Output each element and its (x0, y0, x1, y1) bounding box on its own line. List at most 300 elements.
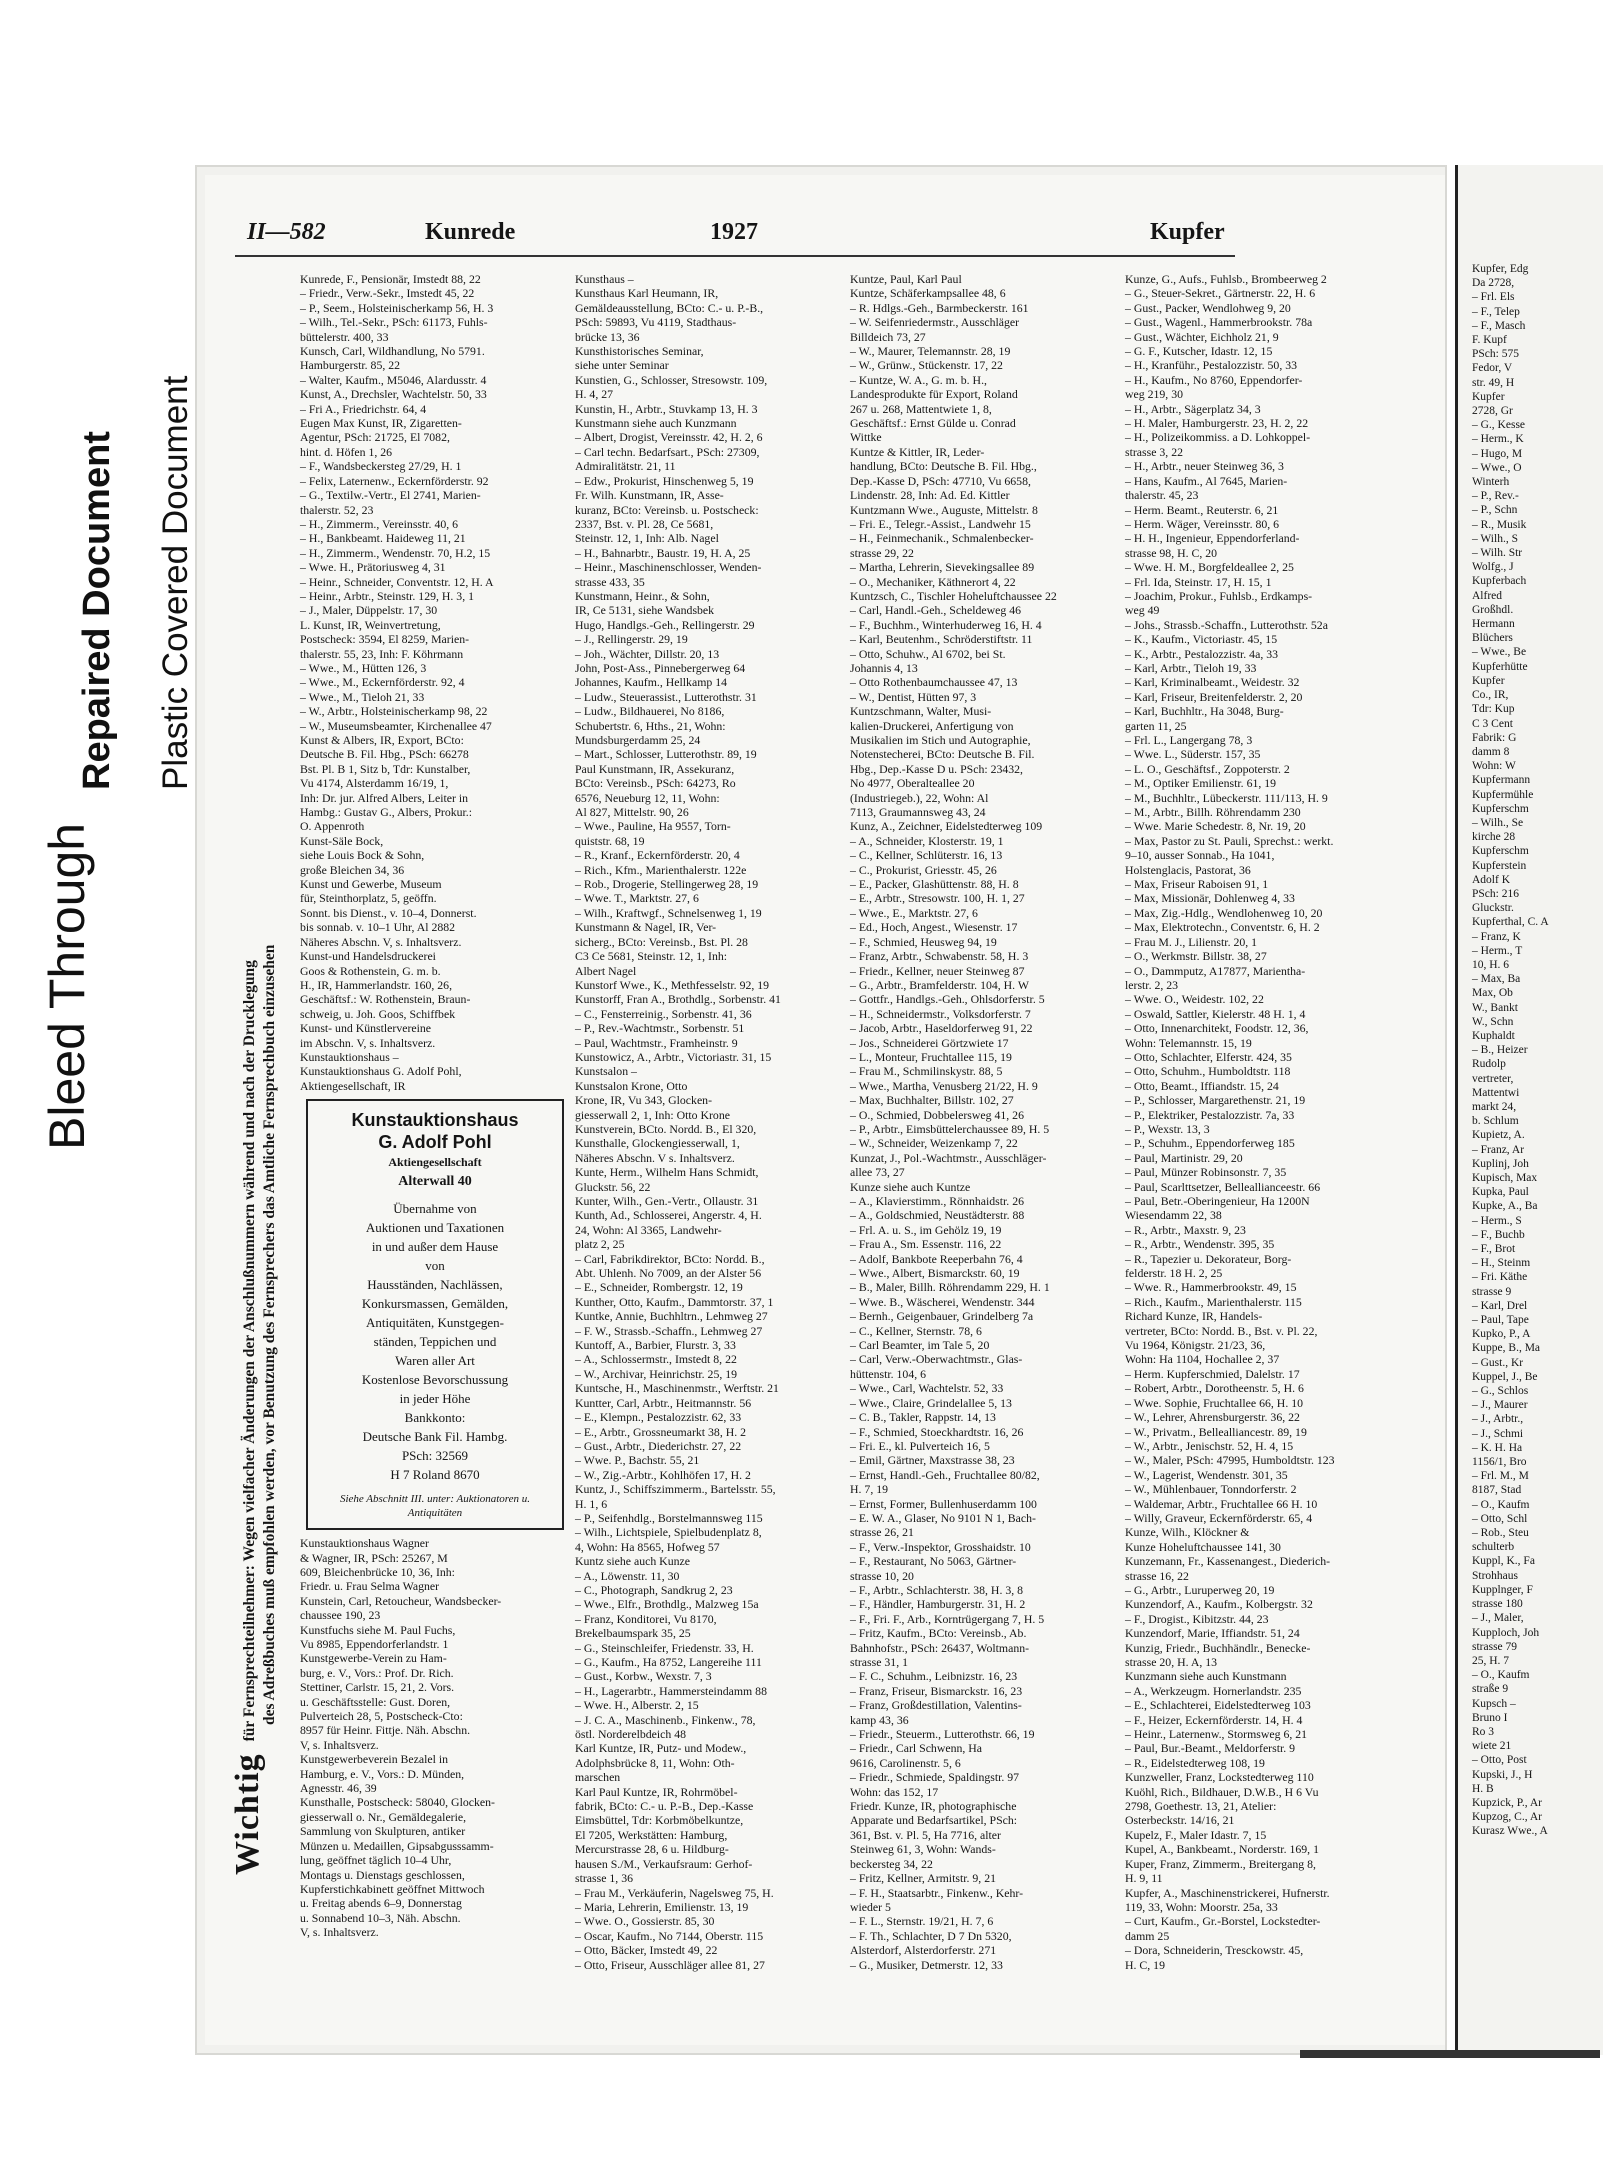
directory-entry: – P., Arbtr., Eimsbüttelerchaussee 89, H. 5 (850, 1121, 1050, 1136)
ad-subtitle: Aktiengesellschaft (388, 1155, 482, 1170)
directory-entry: weg 49 (1125, 603, 1160, 618)
directory-entry: u. Freitag abends 6–9, Donnerstag (300, 1896, 462, 1911)
facing-page-entry: Adolf K (1472, 873, 1511, 886)
directory-entry: – Max, Buchhalter, Billstr. 102, 27 (850, 1093, 1014, 1108)
directory-entry: – Carl Beamter, im Tale 5, 20 (850, 1338, 990, 1353)
directory-entry: strasse 1, 36 (575, 1871, 633, 1886)
important-notice-line-1: für Fernsprechteilnehmer: Wegen vielfacher Änderungen der Anschlußnummern während und nach der Drucklegung (241, 960, 258, 1742)
directory-entry: – Joachim, Prokur., Fuhlsb., Erdkamps- (1125, 588, 1313, 603)
facing-page-entry: – Wilh., Se (1472, 816, 1524, 829)
directory-entry: giesserwall 2, 1, Inh: Otto Krone (575, 1107, 730, 1122)
directory-entry: Kunstsalon – (575, 1064, 637, 1079)
ad-body-line: Hausständen, Nachlässen, (367, 1277, 503, 1293)
directory-entry: Kunter, Wilh., Gen.-Vertr., Ollaustr. 31 (575, 1194, 759, 1208)
directory-entry: strasse 31, 1 (850, 1655, 908, 1669)
directory-entry: No 4977, Oberalteallee 20 (850, 776, 975, 791)
facing-page-entry: – Max, Ba (1472, 973, 1521, 986)
directory-entry: – Walter, Kaufm., M5046, Alardusstr. 4 (300, 372, 487, 387)
directory-entry: – Wwe., M., Tieloh 21, 33 (300, 689, 425, 704)
directory-entry: Kunst-Säle Bock, (300, 833, 384, 848)
directory-entry: schweig, u. Joh. Goos, Schiffbek (300, 1006, 456, 1021)
facing-page-entry: PSch: 575 (1472, 348, 1519, 361)
directory-entry: Hambg.: Gustav G., Albers, Prokur.: (300, 805, 473, 820)
directory-entry: – Kuntze, W. A., G. m. b. H., (850, 372, 987, 387)
directory-entry: Kuntze & Kittler, IR, Leder- (850, 444, 985, 459)
facing-page-entry: Kupski, J., H (1472, 1768, 1533, 1781)
directory-entry: Deutsche B. Fil. Hbg., PSch: 66278 (300, 747, 469, 762)
directory-entry: Johannis 4, 13 (850, 660, 918, 675)
facing-page-entry: – Herm., S (1472, 1214, 1522, 1227)
ad-body-line: von (425, 1258, 445, 1274)
directory-entry: – R., Eidelstedterweg 108, 19 (1125, 1755, 1265, 1770)
directory-entry: – Wilh., Lichtspiele, Spielbudenplatz 8, (575, 1525, 762, 1540)
directory-entry: Wittke (850, 430, 882, 445)
directory-entry: Abt. Uhlenh. No 7009, an der Alster 56 (575, 1266, 762, 1281)
directory-entry: – G., Steinschleifer, Friedenstr. 33, H. (575, 1640, 754, 1655)
directory-entry: – H., Zimmerm., Wendenstr. 70, H.2, 15 (300, 545, 491, 560)
ad-body-line: Kostenlose Bevorschussung (361, 1372, 509, 1388)
directory-entry: – Frau M. J., Lilienstr. 20, 1 (1125, 934, 1258, 949)
column-2 (575, 272, 845, 1972)
directory-entry: – F., Arbtr., Schlachterstr. 38, H. 3, 8 (850, 1582, 1024, 1597)
directory-entry: – Paul, Wachtmstr., Framheinstr. 9 (575, 1035, 738, 1050)
facing-page-entry: Kupploch, Joh (1472, 1626, 1540, 1639)
directory-entry: – Fritz, Kaufm., BCto: Vereinsb., Ab. (850, 1626, 1027, 1641)
directory-entry: 361, Bst. v. Pl. 5, Ha 7716, alter (850, 1827, 1001, 1842)
directory-entry: – Willy, Graveur, Eckernförderstr. 65, 4 (1125, 1510, 1313, 1525)
directory-entry: Karl Kuntze, IR, Putz- und Modew., (575, 1741, 747, 1756)
directory-entry: – G., Steuer-Sekret., Gärtnerstr. 22, H. 6 (1125, 286, 1316, 301)
directory-entry: Kunstfuchs siehe M. Paul Fuchs, (300, 1622, 456, 1637)
directory-entry: lung, geöffnet täglich 10–4 Uhr, (300, 1853, 452, 1868)
directory-entry: – Gust., Packer, Wendlohweg 9, 20 (1125, 300, 1291, 315)
facing-page-entry: – Frl. M., M (1472, 1470, 1529, 1483)
directory-entry: – B., Maler, Billh. Röhrendamm 229, H. 1 (850, 1280, 1050, 1295)
directory-entry: 119, 33, Wohn: Moorstr. 25a, 33 (1125, 1899, 1278, 1914)
facing-page-entry: Kupplnger, F (1472, 1583, 1533, 1596)
directory-entry: – Ernst, Former, Bullenhuserdamm 100 (850, 1496, 1037, 1511)
directory-entry: Kunzweller, Franz, Lockstedterweg 110 (1125, 1770, 1314, 1785)
directory-entry: siehe Louis Bock & Sohn, (300, 848, 425, 863)
directory-entry: Kunsthistorisches Seminar, (575, 344, 704, 359)
directory-entry: Kupfer, A., Maschinenstrickerei, Hufnerstr. (1125, 1885, 1330, 1900)
directory-entry: H. 9, 11 (1125, 1871, 1163, 1886)
directory-entry: Friedr. u. Frau Selma Wagner (300, 1579, 440, 1594)
directory-entry: – Gust., Arbtr., Diederichstr. 27, 22 (575, 1438, 742, 1453)
directory-entry: Kuper, Franz, Zimmerm., Breitergang 8, (1125, 1856, 1316, 1871)
facing-page-entry: – J., Arbtr., (1472, 1413, 1524, 1426)
facing-page-entry: – Franz, K (1472, 930, 1521, 943)
directory-entry: brücke 13, 36 (575, 329, 640, 344)
directory-entry: – G., Kaufm., Ha 8752, Langereihe 111 (575, 1655, 762, 1669)
directory-entry: Geschäftsf.: Ernst Gülde u. Conrad (850, 416, 1016, 431)
directory-entry: – Frl. A. u. S., im Gehölz 19, 19 (850, 1222, 1002, 1237)
directory-entry: – F., Schmied, Stoeckhardtstr. 16, 26 (850, 1424, 1024, 1439)
facing-page-entry: wiete 21 (1472, 1740, 1512, 1753)
directory-entry: – P., Seifenhdlg., Borstelmannsweg 115 (575, 1510, 763, 1525)
directory-entry: kamp 43, 36 (850, 1712, 909, 1727)
directory-entry: – W., Schneider, Weizenkamp 7, 22 (850, 1136, 1018, 1151)
facing-page-entry: Blüchers (1472, 632, 1513, 645)
directory-entry: – Otto, Beamt., Iffiandstr. 15, 24 (1125, 1078, 1279, 1093)
directory-entry: Kunrede, F., Pensionär, Imstedt 88, 22 (300, 272, 481, 286)
ad-title-line-1: Kunstauktionshaus (351, 1110, 519, 1131)
directory-entry: – H., Feinmechanik., Schmalenbecker- (850, 531, 1034, 546)
directory-entry: Al 827, Mittelstr. 90, 26 (575, 805, 689, 820)
facing-page-entry: – Wwe., Be (1472, 646, 1527, 659)
directory-entry: Kuntze, Paul, Karl Paul (850, 272, 962, 286)
facing-page-entry: Kuppe, B., Ma (1472, 1342, 1541, 1355)
directory-entry: – Wwe., Martha, Venusberg 21/22, H. 9 (850, 1078, 1038, 1093)
directory-entry: – F. W., Strassb.-Schaffn., Lehmweg 27 (575, 1323, 763, 1338)
column-1-entries-continued (300, 1536, 568, 1939)
directory-entry: Kupferstichkabinett geöffnet Mittwoch (300, 1881, 485, 1896)
facing-page-entry: Kupke, A., Ba (1472, 1200, 1538, 1213)
directory-entry: V, s. Inhaltsverz. (300, 1925, 379, 1940)
directory-entry: – F., Drogist., Kibitzstr. 44, 23 (1125, 1611, 1269, 1626)
facing-page-entry: – F., Brot (1472, 1243, 1516, 1256)
directory-entry: – F. Th., Schlachter, D 7 Dn 5320, (850, 1928, 1012, 1943)
facing-page-entry: Kupferschm (1472, 802, 1529, 815)
header-right-word: Kupfer (1150, 219, 1225, 245)
directory-entry: 7113, Graumannsweg 43, 24 (850, 805, 986, 820)
directory-entry: – W., Maler, PSch: 47995, Humboldtstr. 123 (1125, 1453, 1335, 1468)
facing-page-entry: kirche 28 (1472, 831, 1516, 844)
directory-entry: Kunzemann, Fr., Kassenangest., Diederich- (1125, 1554, 1331, 1569)
directory-entry: 8957 für Heinr. Fittje. Näh. Abschn. (300, 1723, 471, 1738)
directory-entry: Näheres Abschn. V, s. Inhaltsverz. (300, 934, 462, 949)
directory-entry: Vu 1964, Königstr. 21/23, 36, (1125, 1338, 1266, 1353)
directory-entry: – H., Kranführ., Pestalozzistr. 50, 33 (1125, 358, 1298, 373)
directory-entry: Kunzig, Friedr., Buchhändlr., Benecke- (1125, 1640, 1311, 1655)
directory-entry: – C., Fensterreinig., Sorbenstr. 41, 36 (575, 1006, 752, 1021)
directory-entry: – Paul, Bur.-Beamt., Meldorferstr. 9 (1125, 1741, 1296, 1756)
facing-page-entry: – J., Maurer (1472, 1399, 1528, 1412)
directory-entry: – Frau M., Verkäuferin, Nagelsweg 75, H. (575, 1885, 774, 1900)
directory-entry: burg, e. V., Vors.: Prof. Dr. Rich. (300, 1665, 454, 1680)
facing-page-entry: Gluckstr. (1472, 902, 1514, 915)
directory-entry: Johannes, Kaufm., Hellkamp 14 (575, 675, 728, 690)
directory-entry: Steinweg 61, 3, Wohn: Wands- (850, 1842, 996, 1857)
directory-entry: büttelerstr. 400, 33 (300, 329, 389, 344)
directory-entry: 6576, Neueburg 12, 11, Wohn: (575, 790, 720, 805)
facing-page-entry: strasse 79 (1472, 1640, 1518, 1653)
directory-entry: quiststr. 68, 19 (575, 833, 645, 848)
directory-entry: Gluckstr. 56, 22 (575, 1179, 651, 1194)
facing-page-entry: Kupferstein (1472, 859, 1527, 872)
directory-entry: – Gust., Korbw., Wexstr. 7, 3 (575, 1669, 712, 1684)
directory-entry: – Max, Pastor zu St. Pauli, Sprechst.: werkt. (1125, 833, 1334, 848)
directory-entry: Montags u. Dienstags geschlossen, (300, 1867, 465, 1882)
directory-entry: – Paul, Martinistr. 29, 20 (1125, 1150, 1243, 1165)
facing-page-entry: Großhdl. (1472, 603, 1514, 616)
directory-entry: Lindenstr. 28, Inh: Ad. Ed. Kittler (850, 488, 1010, 503)
facing-page-entry: 10, H. 6 (1472, 958, 1510, 971)
directory-entry: thalerstr. 55, 23, Inh: F. Köhrmann (300, 646, 464, 661)
directory-entry: Kunst-und Handelsdruckerei (300, 949, 436, 964)
directory-entry: Alsterdorf, Alsterdorferstr. 271 (850, 1943, 997, 1958)
facing-page-entry: F. Kupf (1472, 334, 1507, 347)
directory-entry: – Frl. Ida, Steinstr. 17, H. 15, 1 (1125, 574, 1272, 589)
ad-body (312, 1199, 558, 1484)
facing-page-entry: – Frl. Els (1472, 291, 1515, 304)
directory-entry: – Johs., Strassb.-Schaffn., Lutterothstr. 52a (1125, 617, 1328, 632)
directory-entry: – O., Werkmstr. Billstr. 38, 27 (1125, 949, 1267, 964)
directory-entry: bis sonnab. v. 10–1 Uhr, Al 2882 (300, 920, 456, 935)
ad-body-line: Bankkonto: (404, 1410, 466, 1426)
directory-entry: – R. Hdlgs.-Geh., Barmbeckerstr. 161 (850, 300, 1029, 315)
directory-entry: – W. Seifenriedermstr., Ausschläger (850, 315, 1020, 330)
directory-entry: große Bleichen 34, 36 (300, 862, 405, 877)
directory-entry: Kunstauktionshaus G. Adolf Pohl, (300, 1064, 462, 1079)
directory-entry: – E., Arbtr., Grossneumarkt 38, H. 2 (575, 1424, 747, 1439)
directory-entry: kalien-Druckerei, Anfertigung von (850, 718, 1014, 733)
facing-page-entry: b. Schlum (1472, 1115, 1519, 1128)
directory-entry: – F., Heizer, Eckernförderstr. 14, H. 4 (1125, 1712, 1303, 1727)
facing-page-entry: W., Bankt (1472, 1001, 1518, 1014)
facing-page-entry: Kuppl, K., Fa (1472, 1555, 1535, 1568)
directory-entry: lerstr. 2, 23 (1125, 977, 1179, 992)
facing-page-entry: straße 9 (1472, 1683, 1509, 1696)
header-year: 1927 (710, 219, 758, 245)
directory-entry: Kunze, Wilh., Klöckner & (1125, 1525, 1250, 1540)
facing-page-entry: damm 8 (1472, 745, 1510, 758)
page-header (235, 215, 1235, 257)
directory-entry: – Gust., Wächter, Eichholz 21, 9 (1125, 329, 1279, 344)
facing-page-entry: – G., Schlos (1472, 1385, 1529, 1398)
directory-entry: – W., Zig.-Arbtr., Kohlhöfen 17, H. 2 (575, 1467, 751, 1482)
directory-entry: – E., Schlachterei, Eidelstedterweg 103 (1125, 1698, 1311, 1713)
scanned-page (195, 165, 1447, 2055)
directory-entry: Kunth, Ad., Schlosserei, Angerstr. 4, H. (575, 1208, 762, 1223)
directory-entry: Kunze Hoheluftchaussee 141, 30 (1125, 1539, 1281, 1554)
directory-entry: – Franz, Konditorei, Vu 8170, (575, 1611, 717, 1626)
directory-entry: – Friedr., Carl Schwenn, Ha (850, 1741, 983, 1756)
directory-entry: – Wilh., Kraftwgf., Schnelsenweg 1, 19 (575, 905, 762, 920)
archive-labels (30, 290, 195, 1170)
directory-entry: beckersteg 34, 22 (850, 1856, 933, 1871)
directory-entry: Eimsbüttel, Tdr: Korbmöbelkuntze, (575, 1813, 744, 1828)
directory-entry: (Industriegeb.), 22, Wohn: Al (850, 790, 989, 805)
directory-entry: Krone, IR, Vu 343, Glocken- (575, 1093, 713, 1108)
facing-page-entry: vertreter, (1472, 1072, 1514, 1085)
directory-entry: – R., Kranf., Eckernförderstr. 20, 4 (575, 848, 740, 863)
directory-entry: – F., Buchhm., Winterhuderweg 16, H. 4 (850, 617, 1042, 632)
directory-entry: platz 2, 25 (575, 1237, 625, 1252)
directory-entry: – H., Kaufm., No 8760, Eppendorfer- (1125, 372, 1303, 387)
directory-entry: Kuntke, Annie, Buchhltrn., Lehmweg 27 (575, 1309, 768, 1324)
directory-entry: Goos & Rothenstein, G. m. b. (300, 963, 441, 978)
directory-entry: John, Post-Ass., Pinnebergerweg 64 (575, 660, 746, 675)
facing-page-entry: – O., Kaufm (1472, 1498, 1530, 1511)
directory-entry: Kunzat, J., Pol.-Wachtmstr., Ausschläger- (850, 1150, 1047, 1165)
directory-entry: – Wwe. R., Hammerbrookstr. 49, 15 (1125, 1280, 1297, 1295)
directory-entry: – Waldemar, Arbtr., Fruchtallee 66 H. 10 (1125, 1496, 1318, 1511)
directory-entry: strasse 10, 20 (850, 1568, 914, 1583)
ad-body-line: ständen, Teppichen und (373, 1334, 497, 1350)
facing-page-entry: markt 24, (1472, 1100, 1517, 1113)
directory-entry: – Heinr., Arbtr., Steinstr. 129, H. 3, 1 (300, 588, 475, 603)
directory-entry: – Otto, Schuhw., Al 6702, bei St. (850, 646, 1006, 661)
facing-page-entry: Ro 3 (1472, 1725, 1495, 1738)
directory-entry: – F., Schmied, Heusweg 94, 19 (850, 934, 997, 949)
directory-entry: – Rich., Kfm., Marienthalerstr. 122e (575, 862, 747, 877)
directory-entry: – Frau A., Sm. Essenstr. 116, 22 (850, 1237, 1002, 1252)
page-number: II—582 (247, 219, 326, 245)
directory-entry: – Frl. L., Langergang 78, 3 (1125, 733, 1253, 747)
facing-page-entry: Hermann (1472, 618, 1515, 631)
directory-entry: – F. C., Schuhm., Leibnizstr. 16, 23 (850, 1669, 1018, 1684)
facing-page-entry: Kupzick, P., Ar (1472, 1796, 1542, 1809)
directory-entry: Kupelz, F., Maler Idastr. 7, 15 (1125, 1827, 1267, 1842)
directory-entry: – Wwe., Elfr., Brothdlg., Malzweg 15a (575, 1597, 759, 1612)
facing-page-entry: Kupfermühle (1472, 788, 1534, 801)
directory-entry: – Max, Zig.-Hdlg., Wendlohenweg 10, 20 (1125, 905, 1323, 920)
directory-entry: Kunzmann siehe auch Kunstmann (1125, 1669, 1287, 1684)
directory-entry: – Wwe. P., Bachstr. 55, 21 (575, 1453, 700, 1468)
facing-page-entry: Wohn: W (1472, 760, 1516, 773)
directory-entry: – W., Dentist, Hütten 97, 3 (850, 689, 977, 704)
directory-entry: für, Steinthorplatz, 5, geöffn. (300, 891, 437, 906)
directory-entry: Kunstorff, Fran A., Brothdlg., Sorbenstr. 41 (575, 992, 781, 1007)
directory-entry: – Mart., Schlosser, Lutterothstr. 89, 19 (575, 747, 757, 762)
directory-entry: – G., Arbtr., Luruperweg 20, 19 (1125, 1582, 1275, 1597)
directory-entry: siehe unter Seminar (575, 358, 669, 373)
directory-entry: – Rob., Drogerie, Stellingerweg 28, 19 (575, 877, 759, 892)
directory-entry: hint. d. Höfen 1, 26 (300, 444, 393, 459)
directory-entry: Kunther, Otto, Kaufm., Dammtorstr. 37, 1 (575, 1294, 774, 1309)
facing-page-entry: – G., Kesse (1472, 419, 1526, 432)
ad-body-line: Auktionen und Taxationen (365, 1220, 505, 1236)
facing-page-entry: – F., Telep (1472, 305, 1520, 318)
directory-entry: – Wwe., Claire, Grindelallee 5, 13 (850, 1395, 1012, 1410)
directory-entry: Stettiner, Carlstr. 15, 21, 2. Vors. (300, 1680, 455, 1695)
directory-page (205, 175, 1445, 2045)
facing-page-entry: Kupferbach (1472, 575, 1527, 588)
directory-entry: Schubertstr. 6, Hths., 21, Wohn: (575, 718, 726, 733)
facing-page-entry: Wolfg., J (1472, 561, 1514, 574)
directory-entry: Wohn: das 152, 17 (850, 1784, 939, 1799)
facing-page-entry: strasse 9 (1472, 1285, 1512, 1298)
directory-entry: – A., Goldschmied, Neustädterstr. 88 (850, 1208, 1025, 1223)
directory-entry: u. Geschäftsstelle: Gust. Doren, (300, 1694, 451, 1709)
directory-entry: – W., Mühlenbauer, Tonndorferstr. 2 (1125, 1482, 1297, 1497)
directory-entry: 609, Bleichenbrücke 10, 36, Inh: (300, 1564, 455, 1579)
directory-entry: – Wilh., Tel.-Sekr., PSch: 61173, Fuhls- (300, 315, 488, 330)
directory-entry: Kuntzmann Wwe., Auguste, Mittelstr. 8 (850, 502, 1038, 517)
directory-entry: – A., Werkzeugm. Hornerlandstr. 235 (1125, 1683, 1302, 1698)
facing-page-entry: – H., Steinm (1472, 1257, 1531, 1270)
facing-page-entry: Kupzog, C., Ar (1472, 1811, 1542, 1824)
directory-entry: H. C, 19 (1125, 1957, 1165, 1972)
facing-page-entry: Kupferthal, C. A (1472, 916, 1549, 929)
directory-entry: Osterbeckstr. 14/16, 21 (1125, 1813, 1235, 1828)
directory-entry: – Wwe. Marie Schedestr. 8, Nr. 19, 20 (1125, 819, 1306, 834)
directory-entry: H. 4, 27 (575, 387, 614, 402)
directory-entry: – C., Kellner, Sternstr. 78, 6 (850, 1323, 982, 1338)
directory-entry: Vu 8985, Eppendorferlandstr. 1 (300, 1637, 449, 1651)
directory-entry: 9–10, ausser Sonnab., Ha 1041, (1125, 848, 1275, 863)
directory-entry: PSch: 59893, Vu 4119, Stadthaus- (575, 315, 737, 330)
directory-entry: Hamburg, e. V., Vors.: D. Münden, (300, 1766, 465, 1781)
facing-page-entry: – Wilh., S (1472, 532, 1518, 545)
facing-page-entry: Kupisch, Max (1472, 1172, 1538, 1184)
directory-entry: – Friedr., Kellner, neuer Steinweg 87 (850, 963, 1025, 978)
directory-entry: strasse 16, 22 (1125, 1568, 1189, 1583)
directory-entry: 2337, Bst. v. Pl. 28, Ce 5681, (575, 516, 714, 531)
facing-page-entries (1462, 262, 1549, 1839)
directory-entry: Wiesendamm 22, 38 (1125, 1208, 1222, 1223)
directory-entry: – Albert, Drogist, Vereinsstr. 42, H. 2, 6 (575, 430, 763, 445)
directory-entry: – F., Verw.-Inspektor, Grosshaidstr. 10 (850, 1539, 1031, 1554)
directory-entry: – Emil, Gärtner, Maxstrasse 38, 23 (850, 1453, 1015, 1468)
facing-page-entry: Kupka, Paul (1472, 1186, 1529, 1199)
ad-body-line: H 7 Roland 8670 (390, 1467, 480, 1483)
directory-entry: – R., Arbtr., Maxstr. 9, 23 (1125, 1222, 1246, 1237)
directory-entry: – Otto, Schuhm., Humboldtstr. 118 (1125, 1064, 1291, 1079)
ad-body-line: Waren aller Art (395, 1353, 475, 1369)
directory-entry: Geschäftsf.: W. Rothenstein, Braun- (300, 992, 471, 1007)
directory-entry: – O., Schmied, Dobbelersweg 41, 26 (850, 1107, 1024, 1122)
directory-entry: H., IR, Hammerlandstr. 160, 26, (300, 977, 453, 992)
directory-entry: garten 11, 25 (1125, 718, 1187, 733)
directory-entry: Hbg., Dep.-Kasse D u. PSch: 23432, (850, 761, 1024, 776)
directory-entry: Näheres Abschn. V s. Inhaltsverz. (575, 1150, 735, 1165)
ad-body-line: in jeder Höhe (399, 1391, 471, 1407)
facing-page-entry: schulterb (1472, 1541, 1515, 1554)
directory-entry: – A., Löwenstr. 11, 30 (575, 1568, 680, 1583)
directory-entry: – Fri. E., Telegr.-Assist., Landwehr 15 (850, 516, 1031, 531)
directory-entry: 4, Wohn: Ha 8565, Hofweg 57 (575, 1539, 720, 1554)
ad-body-line: Konkursmassen, Gemälden, (361, 1296, 509, 1312)
directory-entry: – Wwe. H. M., Borgfeldeallee 2, 25 (1125, 560, 1294, 575)
facing-page-entry: Alfred (1472, 589, 1503, 602)
facing-page-entry: – P., Rev.- (1472, 490, 1519, 503)
directory-entry: – Carl, Verw.-Oberwachtmstr., Glas- (850, 1352, 1023, 1367)
plastic-covered-label: Plastic Covered Document (156, 375, 195, 790)
directory-entry: – Karl, Kriminalbeamt., Weidestr. 32 (1125, 675, 1300, 690)
directory-entry: – Dora, Schneiderin, Tresckowstr. 45, (1125, 1943, 1304, 1958)
directory-entry: Kunstin, H., Arbtr., Stuvkamp 13, H. 3 (575, 401, 758, 416)
directory-entry: – F., Fri. F., Arb., Korntrügergang 7, H. 5 (850, 1611, 1045, 1626)
directory-entry: – F., Händler, Hamburgerstr. 31, H. 2 (850, 1597, 1026, 1612)
directory-entry: allee 73, 27 (850, 1165, 905, 1180)
directory-entry: – Ludw., Steuerassist., Lutterothstr. 31 (575, 689, 757, 704)
directory-entry: – P., Elektriker, Pestalozzistr. 7a, 33 (1125, 1107, 1295, 1122)
directory-entry: marschen (575, 1770, 621, 1785)
directory-entry: Pulverteich 28, 5, Postscheck-Cto: (300, 1709, 463, 1724)
directory-entry: Kuntoff, A., Barbier, Flurstr. 3, 33 (575, 1338, 736, 1353)
directory-entry: – C., Photograph, Sandkrug 2, 23 (575, 1582, 733, 1597)
directory-entry: – H., Lagerarbtr., Hammersteindamm 88 (575, 1683, 767, 1698)
facing-page-fragment (1455, 165, 1603, 2055)
directory-entry: – Edw., Prokurist, Hinschenweg 5, 19 (575, 473, 754, 488)
directory-entry: – F. L., Sternstr. 19/21, H. 7, 6 (850, 1914, 994, 1929)
directory-entry: – K., Arbtr., Pestalozzistr. 4a, 33 (1125, 646, 1279, 661)
directory-entry: 9616, Carolinenstr. 5, 6 (850, 1755, 961, 1770)
repaired-document-label: Repaired Document (76, 431, 118, 790)
directory-entry: – H. Maler, Hamburgerstr. 23, H. 2, 22 (1125, 416, 1309, 431)
facing-page-entry: – F., Masch (1472, 319, 1526, 332)
directory-entry: – W., Grünw., Stückenstr. 17, 22 (850, 358, 1003, 373)
facing-page-entry: – J., Schmi (1472, 1427, 1524, 1440)
directory-entry: Kuntter, Carl, Arbtr., Heitmannstr. 56 (575, 1395, 752, 1410)
directory-entry: IR, Ce 5131, siehe Wandsbek (575, 603, 715, 618)
directory-entry: – Paul, Betr.-Oberingenieur, Ha 1200N (1125, 1194, 1310, 1208)
directory-entry: Mundsburgerdamm 25, 24 (575, 733, 701, 747)
directory-entry: – Franz, Friseur, Bismarckstr. 16, 23 (850, 1683, 1023, 1698)
directory-entry: V, s. Inhaltsverz. (300, 1737, 379, 1752)
